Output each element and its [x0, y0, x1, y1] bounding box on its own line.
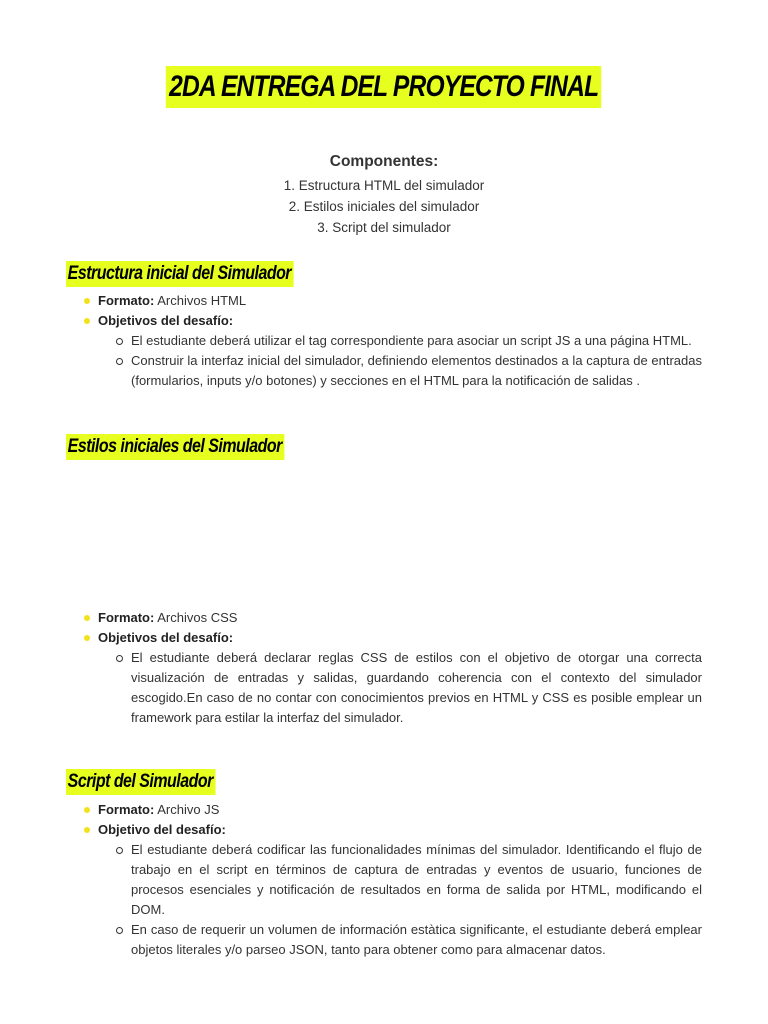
- bullet-icon: [84, 298, 90, 304]
- sub-item-text: El estudiante deberá codificar las funcionalidades mínimas del simulador. Identificando el flujo de trabajo en el script en términos de captura de entradas y eventos de usuario, funciones de procesos esenciales y notificación de resultados en forma de salida por HTML, modificando el DOM.: [131, 842, 702, 917]
- sub-item: [80, 648, 702, 728]
- formato-label: Formato:: [98, 293, 155, 308]
- sub-item-text: Construir la interfaz inicial del simulador, definiendo elementos destinados a la captura de entradas (formularios, inputs y/o botones) y secciones en el HTML para la notificación de salidas .: [131, 353, 702, 388]
- section-list-script: [80, 800, 702, 960]
- formato-label: Formato:: [98, 802, 155, 817]
- sub-item-text: En caso de requerir un volumen de información estàtica significante, el estudiante deberá emplear objetos literales y/o parseo JSON, tanto para obtener como para almacenar datos.: [131, 922, 702, 957]
- section-title-script: Script del Simulador: [66, 769, 215, 795]
- sub-bullet-icon: [116, 338, 123, 345]
- sub-item: [80, 840, 702, 920]
- sub-bullet-icon: [116, 358, 123, 365]
- components-heading: Componentes:: [329, 153, 439, 170]
- bullet-icon: [84, 318, 90, 324]
- bullet-icon: [84, 807, 90, 813]
- section-list-estructura: [80, 291, 702, 391]
- sub-item-text: El estudiante deberá declarar reglas CSS de estilos con el objetivo de otorgar una correcta visualización de entradas y salidas, guardando coherencia con el contexto del simulador escogido.En caso de no contar con conocimientos previos en HTML y CSS es posible emplear un framework para estilar la interfaz del simulador.: [131, 650, 702, 725]
- bullet-icon: [84, 827, 90, 833]
- formato-label: Formato:: [98, 610, 155, 625]
- component-item: 2. Estilos iniciales del simulador: [288, 199, 480, 214]
- component-item: 3. Script del simulador: [317, 220, 451, 235]
- objetivos-label: Objetivos del desafío:: [98, 630, 234, 645]
- section-title-estructura: Estructura inicial del Simulador: [66, 261, 294, 287]
- section-title-estilos: Estilos iniciales del Simulador: [66, 434, 284, 460]
- list-item-formato: [80, 291, 702, 311]
- page-title: 2DA ENTREGA DEL PROYECTO FINAL: [166, 66, 602, 108]
- formato-value: Archivos HTML: [154, 293, 247, 308]
- component-item: 1. Estructura HTML del simulador: [283, 178, 485, 193]
- list-item-objetivos: [80, 311, 702, 331]
- title-container: [0, 66, 768, 108]
- objetivos-label: Objetivo del desafío:: [98, 822, 226, 837]
- section-list-estilos: [80, 608, 702, 728]
- sub-bullet-icon: [116, 927, 123, 934]
- sub-bullet-icon: [116, 655, 123, 662]
- sub-bullet-icon: [116, 847, 123, 854]
- sub-item-text: El estudiante deberá utilizar el tag correspondiente para asociar un script JS a una página HTML.: [131, 333, 692, 348]
- bullet-icon: [84, 615, 90, 621]
- sub-item: [80, 920, 702, 960]
- objetivos-label: Objetivos del desafío:: [98, 313, 234, 328]
- formato-value: Archivo JS: [154, 802, 220, 817]
- bullet-icon: [84, 635, 90, 641]
- formato-value: Archivos CSS: [154, 610, 238, 625]
- components-block: [0, 150, 768, 238]
- sub-item: [80, 331, 702, 351]
- list-item-objetivos: [80, 628, 702, 648]
- sub-item: [80, 351, 702, 391]
- list-item-formato: [80, 800, 702, 820]
- list-item-formato: [80, 608, 702, 628]
- list-item-objetivos: [80, 820, 702, 840]
